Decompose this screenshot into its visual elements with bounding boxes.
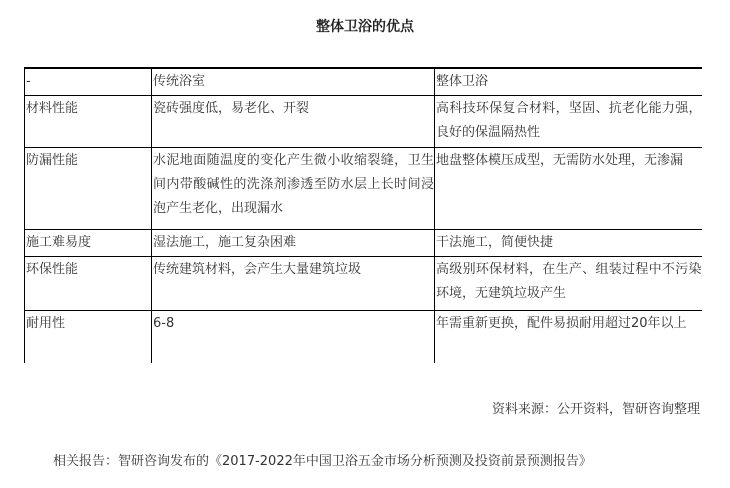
row-label: 耐用性 <box>25 311 152 363</box>
integrated-cell: 年需重新更换，配件易损耐用超过20年以上 <box>435 311 702 363</box>
integrated-cell: 地盘整体模压成型，无需防水处理，无渗漏 <box>435 148 702 230</box>
header-cell-traditional: 传统浴室 <box>152 68 435 96</box>
traditional-cell: 瓷砖强度低，易老化、开裂 <box>152 96 435 148</box>
traditional-cell: 传统建筑材料，会产生大量建筑垃圾 <box>152 257 435 311</box>
integrated-cell: 干法施工，简便快捷 <box>435 230 702 257</box>
row-label: 防漏性能 <box>25 148 152 230</box>
traditional-cell: 水泥地面随温度的变化产生微小收缩裂缝，卫生间内带酸碱性的洗涤剂渗透至防水层上长时间浸泡产生老化，出现漏水 <box>152 148 435 230</box>
integrated-cell: 高级别环保材料，在生产、组装过程中不污染环境，无建筑垃圾产生 <box>435 257 702 311</box>
integrated-cell: 高科技环保复合材料，坚固、抗老化能力强，良好的保温隔热性 <box>435 96 702 148</box>
traditional-cell: 湿法施工，施工复杂困难 <box>152 230 435 257</box>
table-row <box>25 257 702 311</box>
row-label: 环保性能 <box>25 257 152 311</box>
traditional-cell: 6-8 <box>152 311 435 363</box>
header-cell-blank: - <box>25 68 152 96</box>
table-row <box>25 148 702 230</box>
related-report-note: 相关报告：智研咨询发布的《2017-2022年中国卫浴五金市场分析预测及投资前景预测报告》 <box>53 454 592 469</box>
comparison-table <box>24 67 702 363</box>
row-label: 施工难易度 <box>25 230 152 257</box>
table-row <box>25 311 702 363</box>
table-row <box>25 230 702 257</box>
page-title: 整体卫浴的优点 <box>316 19 414 35</box>
row-label: 材料性能 <box>25 96 152 148</box>
table-row <box>25 96 702 148</box>
table-header-row <box>25 68 702 96</box>
header-cell-integrated: 整体卫浴 <box>435 68 702 96</box>
source-note: 资料来源：公开资料，智研咨询整理 <box>491 402 700 417</box>
